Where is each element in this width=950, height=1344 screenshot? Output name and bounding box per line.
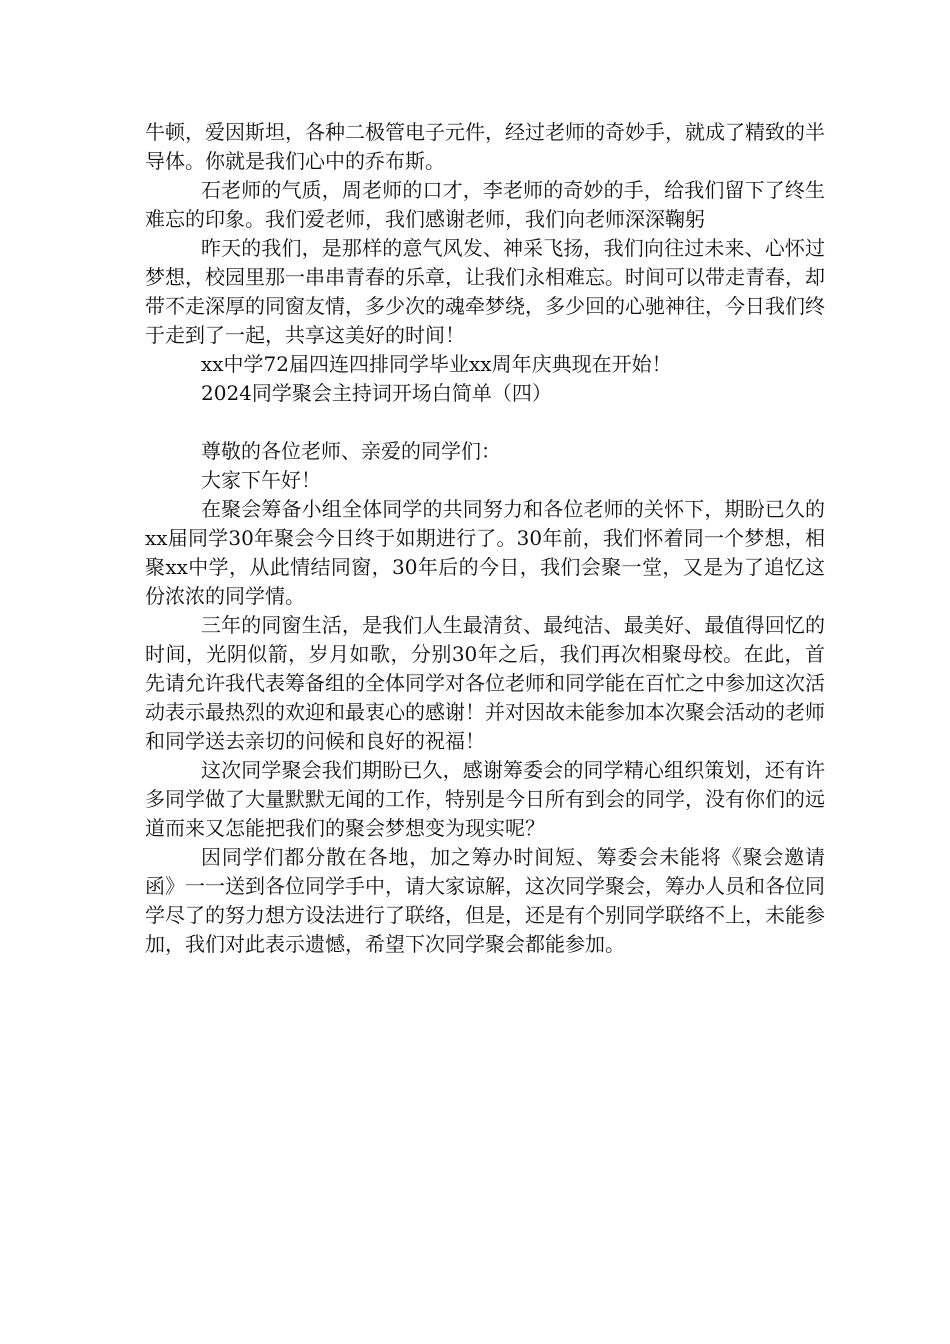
- paragraph-thanks: 这次同学聚会我们期盼已久，感谢筹委会的同学精心组织策划，还有许多同学做了大量默默无闻的工作，特别是今日所有到会的同学，没有你们的远道而来又怎能把我们的聚会梦想变为现实呢？: [145, 758, 825, 840]
- paragraph-yesterday: 昨天的我们，是那样的意气风发、神采飞扬，我们向往过未来、心怀过梦想，校园里那一串串青春的乐章，让我们永相难忘。时间可以带走青春，却带不走深厚的同窗友情，多少次的魂牵梦绕，多少回的心驰神往，今日我们终于走到了一起，共享这美好的时间！: [145, 236, 825, 347]
- greeting: 大家下午好！: [201, 468, 321, 492]
- paragraph-apology: 因同学们都分散在各地，加之筹办时间短、筹委会未能将《聚会邀请函》一一送到各位同学手中，请大家谅解，这次同学聚会，筹办人员和各位同学尽了的努力想方设法进行了联络，但是，还是有个别同学联络不上，未能参加，我们对此表示遗憾，希望下次同学聚会都能参加。: [145, 845, 825, 956]
- section-heading: 2024同学聚会主持词开场白简单（四）: [201, 381, 552, 405]
- paragraph-ceremony-start: xx中学72届四连四排同学毕业xx周年庆典现在开始！: [201, 352, 672, 376]
- paragraph-continuation: 牛顿，爱因斯坦，各种二极管电子元件，经过老师的奇妙手，就成了精致的半导体。你就是我们心中的乔布斯。: [145, 120, 825, 173]
- paragraph-three-years: 三年的同窗生活，是我们人生最清贫、最纯洁、最美好、最值得回忆的时间，光阴似箭，岁月如歌，分别30年之后，我们再次相聚母校。在此，首先请允许我代表筹备组的全体同学对各位老师和同学能在百忙之中参加这次活动表示最热烈的欢迎和最衷心的感谢！并对因故未能参加本次聚会活动的老师和同学送去亲切的问候和良好的祝福！: [145, 613, 825, 753]
- paragraph-reunion: 在聚会筹备小组全体同学的共同努力和各位老师的关怀下，期盼已久的xx届同学30年聚会今日终于如期进行了。30年前，我们怀着同一个梦想，相聚xx中学，从此情结同窗，30年后的今日，我们会聚一堂，又是为了追忆这份浓浓的同学情。: [145, 497, 825, 608]
- blank-line: [145, 408, 825, 437]
- salutation: 尊敬的各位老师、亲爱的同学们：: [201, 439, 501, 463]
- paragraph-teachers: 石老师的气质，周老师的口才，李老师的奇妙的手，给我们留下了终生难忘的印象。我们爱老师，我们感谢老师，我们向老师深深鞠躬: [145, 178, 825, 231]
- document-page: [145, 118, 825, 959]
